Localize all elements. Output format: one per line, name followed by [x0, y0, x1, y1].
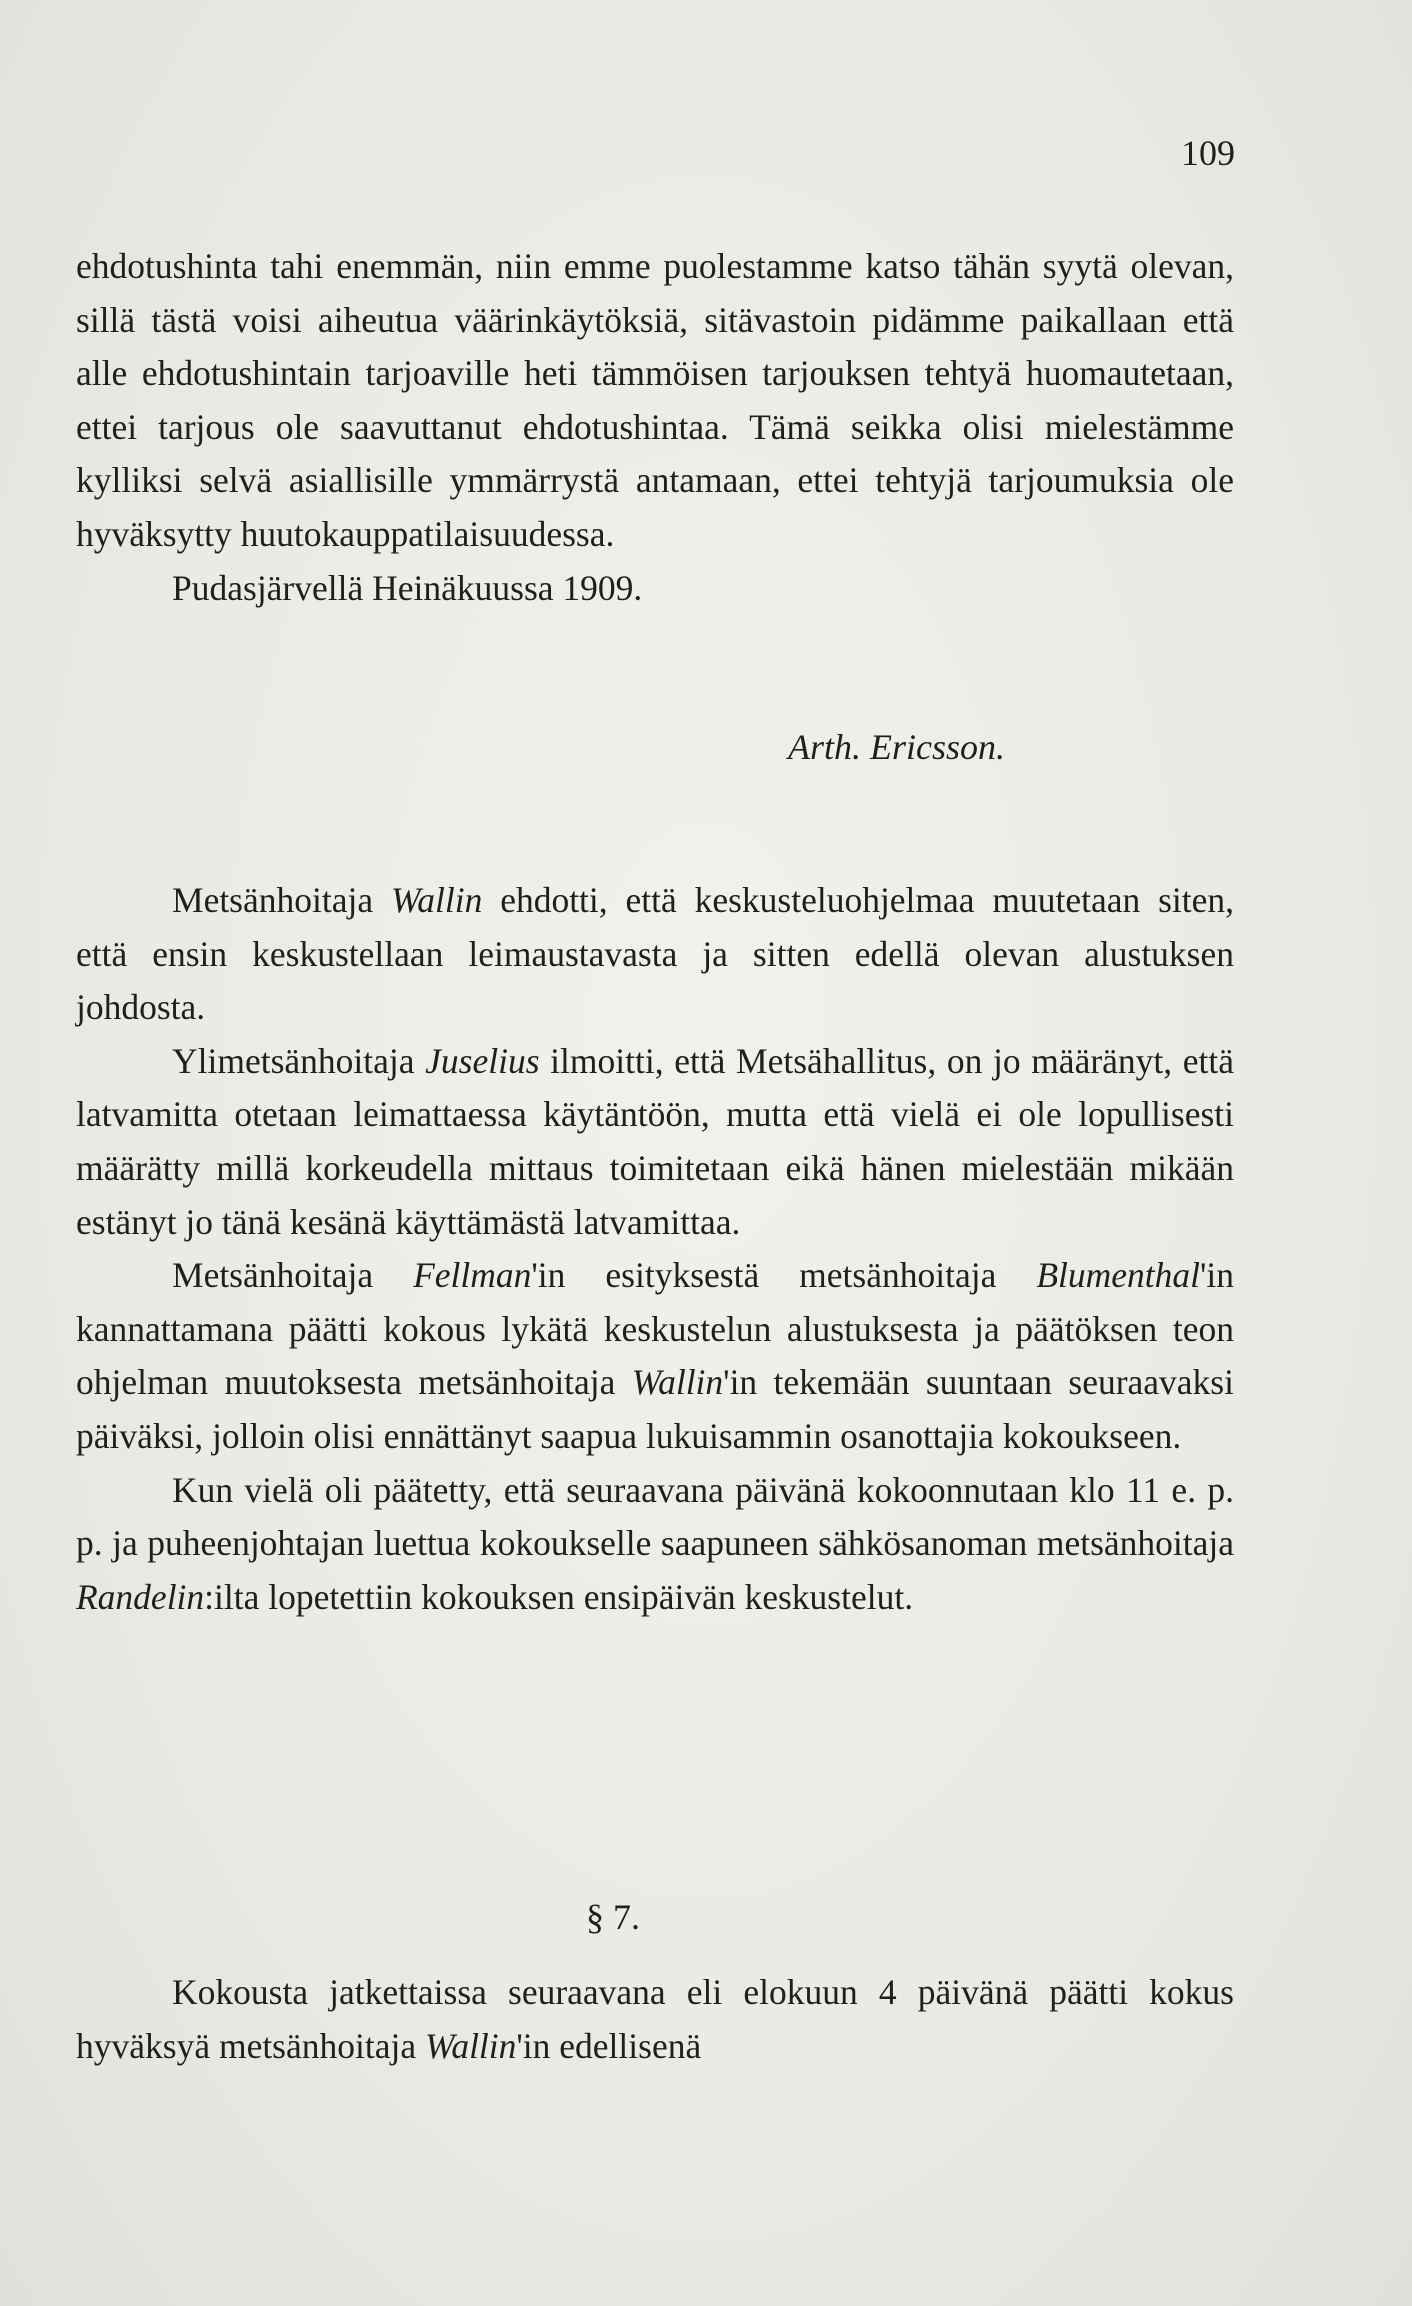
paragraph-section-7: Kokousta jatkettaissa seuraavana eli elokuun 4 päivänä päätti kokus hyväksyä metsänhoitaja Wallin'in edellisenä	[76, 1972, 1234, 2066]
page-number: 109	[1181, 133, 1235, 173]
person-name: Randelin	[76, 1576, 205, 1617]
person-name: Wallin	[390, 880, 483, 920]
text-block-bottom	[76, 1966, 1234, 2073]
paragraph-fellman-motion: Metsänhoitaja Fellman'in esityksestä metsänhoitaja Blumenthal'in kannattamana päätti kokous lykätä keskustelun alustuksesta ja päätöksen teon ohjelman muutoksesta metsänhoitaja Wallin'in tekemään suuntaan seuraavaksi päiväksi, jolloin olisi ennättänyt saapua lukuisammin osanottajia kokoukseen.	[76, 1255, 1234, 1456]
person-name: Fellman	[413, 1255, 532, 1296]
paragraph-continuation: ehdotushinta tahi enemmän, niin emme puolestamme katso tähän syytä olevan, sillä tästä voisi aiheutua väärinkäytöksiä, sitävastoin pidämme paikallaan että alle ehdotushintain tarjoaville heti tämmöisen tarjouksen tehtyä huomautetaan, ettei tarjous ole saavuttanut ehdotushintaa. Tämä seikka olisi mielestämme kylliksi selvä asiallisille ymmärrystä antamaan, ettei tehtyjä tarjoumuksia ole hyväksytty huutokauppatilaisuudessa.	[76, 246, 1234, 554]
person-name: Wallin	[631, 1362, 724, 1403]
section-heading: § 7.	[586, 1897, 640, 1937]
text-block-middle	[76, 874, 1234, 1624]
person-name: Blumenthal	[1036, 1255, 1200, 1296]
signature: Arth. Ericsson.	[788, 727, 1006, 767]
person-name: Wallin	[425, 2025, 517, 2066]
paragraph-meeting-adjourned: Kun vielä oli päätetty, että seuraavana päivänä kokoonnutaan klo 11 e. p. p. ja puheenjohtajan luettua kokoukselle saapuneen sähkösanoman metsänhoitaja Randelin:ilta lopetettiin kokouksen ensipäivän keskustelut.	[76, 1469, 1234, 1617]
text-block-top	[76, 240, 1234, 615]
person-name: Juselius	[425, 1040, 540, 1081]
paragraph-juselius-statement: Ylimetsänhoitaja Juselius ilmoitti, että Metsähallitus, on jo määränyt, että latvamitta otetaan leimattaessa käytäntöön, mutta että vielä ei ole lopullisesti määrätty millä korkeudella mittaus toimitetaan eikä hänen mielestään mikään estänyt jo tänä kesänä käyttämästä latvamittaa.	[76, 1040, 1234, 1242]
paragraph-wallin-proposal: Metsänhoitaja Wallin ehdotti, että keskusteluohjelmaa muutetaan siten, että ensin keskustellaan leimaustavasta ja sitten edellä olevan alustuksen johdosta.	[76, 880, 1234, 1028]
place-date-line: Pudasjärvellä Heinäkuussa 1909.	[172, 567, 643, 608]
